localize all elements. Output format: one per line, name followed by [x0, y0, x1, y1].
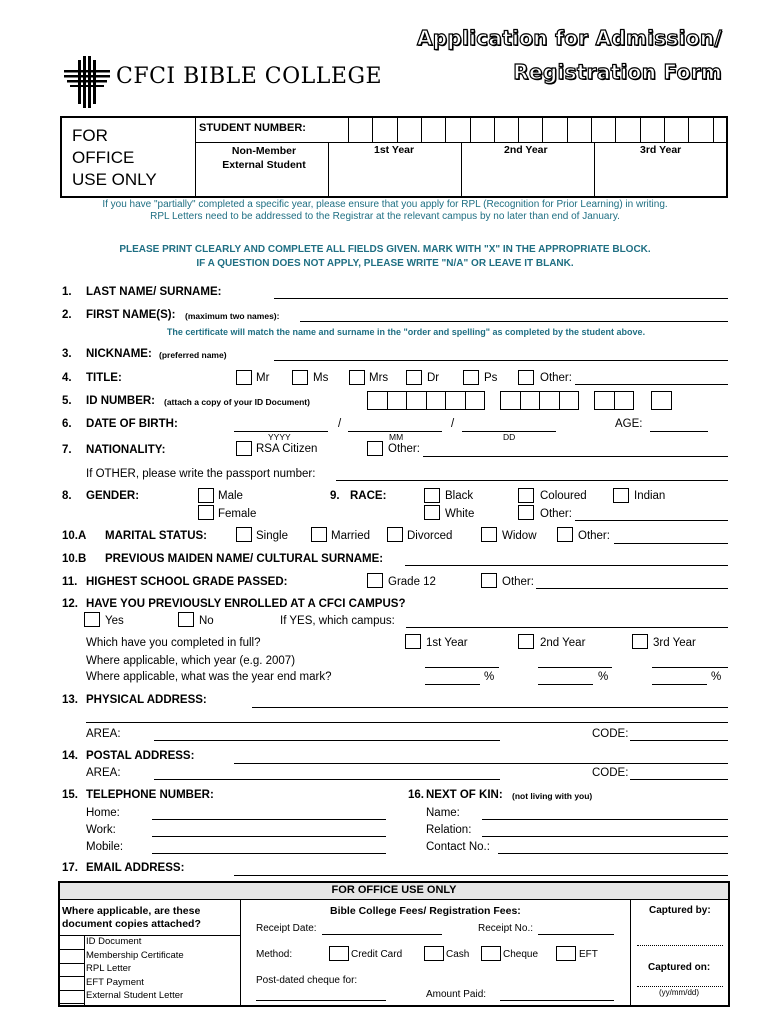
id-digit-cell[interactable] [539, 391, 560, 410]
receipt-no-label: Receipt No.: [478, 923, 534, 934]
q1-label: LAST NAME/ SURNAME: [86, 286, 222, 298]
title-mr-label: Mr [256, 372, 270, 384]
title-ms-checkbox[interactable] [292, 370, 308, 385]
title-mrs-label: Mrs [369, 372, 389, 384]
q13-label: PHYSICAL ADDRESS: [86, 694, 207, 706]
q7-label: NATIONALITY: [86, 444, 166, 456]
docs-title-2: document copies attached? [62, 918, 201, 930]
kin-relation-label: Relation: [426, 824, 472, 836]
print-note-1: PLEASE PRINT CLEARLY AND COMPLETE ALL FIELDS GIVEN. MARK WITH "X" IN THE APPROPRIATE BLOCK. [119, 244, 651, 255]
first-names-field[interactable] [300, 321, 728, 322]
grade-other-label: Other: [502, 576, 534, 588]
q17-label: EMAIL ADDRESS: [86, 862, 185, 874]
rsa-citizen-checkbox[interactable] [236, 441, 252, 456]
method-cash-checkbox[interactable] [424, 946, 444, 961]
physical-area-label: AREA: [86, 728, 121, 740]
nationality-other-label: Other: [388, 443, 420, 455]
office-label-2: OFFICE [72, 148, 135, 167]
marital-married-label: Married [331, 530, 370, 542]
title-dr-label: Dr [427, 372, 440, 384]
student-number-cell[interactable] [591, 117, 615, 142]
work-phone-field[interactable] [152, 836, 386, 837]
home-label: Home: [86, 807, 120, 819]
q1-number: 1. [62, 286, 72, 298]
docs-title-1: Where applicable, are these [62, 905, 201, 917]
age-field[interactable] [650, 431, 708, 432]
enrolled-no-label: No [199, 615, 214, 627]
q3-label: NICKNAME: [86, 348, 152, 360]
student-number-cell[interactable] [640, 117, 664, 142]
office-label-3: USE ONLY [72, 170, 157, 189]
id-digit-cell[interactable] [614, 391, 635, 410]
race-black-label: Black [445, 490, 474, 502]
completed-1st-label: 1st Year [426, 637, 468, 649]
which-year-label: Where applicable, which year (e.g. 2007) [86, 655, 296, 667]
college-name: CFCI BIBLE COLLEGE [116, 64, 383, 89]
fees-title: Bible College Fees/ Registration Fees: [330, 905, 521, 917]
q10a-number: 10.A [62, 530, 87, 542]
nickname-field[interactable] [274, 360, 728, 361]
method-cash-label: Cash [446, 949, 470, 960]
student-number-cell[interactable] [372, 117, 396, 142]
enrolled-no-checkbox[interactable] [178, 612, 194, 627]
year-mark-label: Where applicable, what was the year end mark? [86, 671, 332, 683]
pct-2: % [598, 671, 609, 683]
captured-by-field[interactable] [637, 945, 723, 946]
student-number-cell[interactable] [567, 117, 591, 142]
physical-code-field[interactable] [630, 740, 728, 741]
kin-contact-field[interactable] [498, 853, 728, 854]
marital-single-checkbox[interactable] [236, 527, 252, 542]
marital-married-checkbox[interactable] [311, 527, 327, 542]
title-other-label: Other: [540, 372, 572, 384]
rpl-note-2: RPL Letters need to be addressed to the Registrar at the relevant campus by no later than end of January. [150, 211, 620, 222]
student-number-cell[interactable] [518, 117, 542, 142]
year-2nd-field[interactable] [538, 667, 612, 668]
postal-area-label: AREA: [86, 767, 121, 779]
q16-number: 16. [408, 789, 424, 801]
id-digit-cell[interactable] [445, 391, 466, 410]
q5-note: (attach a copy of your ID Document) [164, 397, 310, 407]
method-label: Method: [256, 949, 293, 960]
grade-other-checkbox[interactable] [481, 573, 497, 588]
kin-name-field[interactable] [482, 819, 728, 820]
postal-code-label: CODE: [592, 767, 629, 779]
student-number-cell[interactable] [688, 117, 712, 142]
id-digit-cell[interactable] [426, 391, 447, 410]
q17-number: 17. [62, 862, 78, 874]
completed-3rd-label: 3rd Year [653, 637, 696, 649]
physical-address-line1[interactable] [252, 707, 728, 708]
q2-note: (maximum two names): [185, 311, 280, 321]
method-eft-checkbox[interactable] [556, 946, 576, 961]
race-other-field[interactable] [575, 520, 728, 521]
marital-other-label: Other: [578, 530, 610, 542]
print-note-2: IF A QUESTION DOES NOT APPLY, PLEASE WRITE "N/A" OR LEAVE IT BLANK. [196, 258, 574, 269]
year-3rd-field[interactable] [652, 667, 728, 668]
title-dr-checkbox[interactable] [406, 370, 422, 385]
title-other-checkbox[interactable] [518, 370, 534, 385]
enrolled-yes-checkbox[interactable] [84, 612, 100, 627]
student-number-cell[interactable] [713, 117, 737, 142]
id-digit-cell[interactable] [500, 391, 521, 410]
postal-code-field[interactable] [630, 779, 728, 780]
student-number-cell[interactable] [470, 117, 494, 142]
mark-1st-field[interactable] [425, 684, 480, 685]
q16-label: NEXT OF KIN: [426, 789, 503, 801]
yyyy-hint: YYYY [268, 432, 291, 442]
rsa-citizen-label: RSA Citizen [256, 443, 318, 455]
q6-number: 6. [62, 418, 72, 430]
q12-label: HAVE YOU PREVIOUSLY ENROLLED AT A CFCI CAMPUS? [86, 598, 406, 610]
id-digit-cell[interactable] [651, 391, 672, 410]
q15-label: TELEPHONE NUMBER: [86, 789, 214, 801]
student-number-cell[interactable] [421, 117, 445, 142]
which-campus-label: If YES, which campus: [280, 615, 395, 627]
female-checkbox[interactable] [198, 505, 214, 520]
email-field[interactable] [234, 875, 728, 876]
col-1st-year: 1st Year [374, 144, 415, 156]
marital-other-field[interactable] [614, 543, 728, 544]
certificate-note: The certificate will match the name and surname in the "order and spelling" as completed by the student above. [166, 327, 646, 337]
q7-number: 7. [62, 444, 72, 456]
q8-label: GENDER: [86, 490, 140, 502]
female-label: Female [218, 508, 257, 520]
student-number-cell[interactable] [397, 117, 421, 142]
captured-on-label: Captured on: [648, 962, 711, 973]
postdated-field[interactable] [256, 1000, 386, 1001]
receipt-date-label: Receipt Date: [256, 923, 317, 934]
q8-number: 8. [62, 490, 72, 502]
passport-field[interactable] [336, 480, 728, 481]
mark-3rd-field[interactable] [652, 684, 707, 685]
col-2nd-year: 2nd Year [504, 144, 548, 156]
q5-label: ID NUMBER: [86, 395, 155, 407]
marital-single-label: Single [256, 530, 288, 542]
campus-field[interactable] [406, 627, 728, 628]
completed-2nd-checkbox[interactable] [518, 634, 534, 649]
title-mr-checkbox[interactable] [236, 370, 252, 385]
q4-label: TITLE: [86, 372, 122, 384]
postal-area-field[interactable] [154, 779, 500, 780]
id-digit-cell[interactable] [367, 391, 388, 410]
completed-label: Which have you completed in full? [86, 637, 261, 649]
rpl-note-1: If you have "partially" completed a specific year, please ensure that you apply for RPL (Recognition for Prior Learning) in writing. [102, 199, 668, 210]
dob-slash-2: / [451, 418, 455, 430]
kin-relation-field[interactable] [482, 836, 728, 837]
title-ms-label: Ms [313, 372, 329, 384]
race-white-label: White [445, 508, 475, 520]
year-1st-field[interactable] [425, 667, 499, 668]
maiden-name-field[interactable] [405, 565, 728, 566]
mobile-phone-field[interactable] [152, 853, 386, 854]
id-digit-cell[interactable] [520, 391, 541, 410]
captured-on-field[interactable] [637, 986, 723, 987]
student-number-cell[interactable] [494, 117, 518, 142]
postdated-label: Post-dated cheque for: [256, 975, 358, 986]
title-mrs-checkbox[interactable] [349, 370, 365, 385]
q6-label: DATE OF BIRTH: [86, 418, 178, 430]
q12-number: 12. [62, 598, 78, 610]
enrolled-yes-label: Yes [105, 615, 124, 627]
grade12-label: Grade 12 [388, 576, 436, 588]
student-number-cell[interactable] [615, 117, 639, 142]
q4-number: 4. [62, 372, 72, 384]
office-footer-header: FOR OFFICE USE ONLY [331, 884, 457, 896]
q3-note: (preferred name) [159, 350, 227, 360]
q11-number: 11. [62, 576, 78, 588]
surname-field[interactable] [274, 298, 728, 299]
marital-widow-label: Widow [502, 530, 537, 542]
q10a-label: MARITAL STATUS: [105, 530, 207, 542]
q11-label: HIGHEST SCHOOL GRADE PASSED: [86, 576, 288, 588]
id-digit-cell[interactable] [387, 391, 408, 410]
race-other-label: Other: [540, 508, 572, 520]
doc-item-label: RPL Letter [86, 963, 132, 974]
id-digit-cell[interactable] [594, 391, 615, 410]
age-label: AGE: [615, 418, 643, 430]
method-eft-label: EFT [579, 949, 598, 960]
method-cheque-checkbox[interactable] [481, 946, 501, 961]
q10b-label: PREVIOUS MAIDEN NAME/ CULTURAL SURNAME: [105, 553, 384, 565]
grade12-checkbox[interactable] [367, 573, 383, 588]
q9-number: 9. [330, 490, 340, 502]
q3-number: 3. [62, 348, 72, 360]
postal-address-line1[interactable] [234, 763, 728, 764]
receipt-date-field[interactable] [322, 934, 442, 935]
completed-3rd-checkbox[interactable] [632, 634, 648, 649]
form-title-line1: Application for Admission/ [416, 26, 722, 50]
q9-label: RACE: [350, 490, 387, 502]
amount-field[interactable] [500, 1000, 614, 1001]
nationality-other-checkbox[interactable] [367, 441, 383, 456]
physical-code-label: CODE: [592, 728, 629, 740]
student-number-cell[interactable] [445, 117, 469, 142]
method-cc-label: Credit Card [351, 949, 403, 960]
col-nonmember: Non-Member External Student [222, 145, 306, 171]
grade-other-field[interactable] [536, 588, 728, 589]
q14-number: 14. [62, 750, 78, 762]
mark-2nd-field[interactable] [538, 684, 593, 685]
student-number-cell[interactable] [348, 117, 372, 142]
race-coloured-checkbox[interactable] [518, 488, 534, 503]
work-label: Work: [86, 824, 116, 836]
male-checkbox[interactable] [198, 488, 214, 503]
student-number-label: STUDENT NUMBER: [199, 122, 306, 134]
doc-item-label: EFT Payment [86, 976, 144, 988]
race-coloured-label: Coloured [540, 490, 587, 502]
race-indian-label: Indian [634, 490, 666, 502]
college-logo [64, 56, 110, 108]
kin-contact-label: Contact No.: [426, 841, 490, 853]
date-format-hint: (yy/mm/dd) [659, 988, 699, 997]
title-ps-label: Ps [484, 372, 498, 384]
doc-item-label: Membership Certificate [86, 949, 184, 961]
student-number-cell[interactable] [542, 117, 566, 142]
physical-address-line2[interactable] [86, 722, 728, 723]
id-digit-cell[interactable] [559, 391, 580, 410]
physical-area-field[interactable] [154, 740, 500, 741]
student-number-cell[interactable] [664, 117, 688, 142]
doc-item-label: ID Document [86, 936, 142, 947]
q2-label: FIRST NAME(S): [86, 309, 176, 321]
q16-note: (not living with you) [512, 791, 593, 801]
mm-hint: MM [389, 432, 404, 442]
nationality-other-field[interactable] [423, 456, 728, 457]
passport-label: If OTHER, please write the passport number: [86, 468, 316, 480]
marital-divorced-checkbox[interactable] [387, 527, 403, 542]
completed-1st-checkbox[interactable] [405, 634, 421, 649]
id-digit-cell[interactable] [406, 391, 427, 410]
race-black-checkbox[interactable] [424, 488, 440, 503]
captured-by-label: Captured by: [649, 905, 711, 916]
q14-label: POSTAL ADDRESS: [86, 750, 195, 762]
pct-1: % [484, 671, 495, 683]
dd-hint: DD [503, 432, 516, 442]
office-label-1: FOR [72, 126, 108, 145]
race-indian-checkbox[interactable] [613, 488, 629, 503]
q15-number: 15. [62, 789, 78, 801]
marital-divorced-label: Divorced [407, 530, 453, 542]
title-other-field[interactable] [575, 384, 728, 385]
q5-number: 5. [62, 395, 72, 407]
method-cc-checkbox[interactable] [329, 946, 349, 961]
q13-number: 13. [62, 694, 78, 706]
dob-slash-1: / [338, 418, 342, 430]
amount-label: Amount Paid: [426, 989, 487, 1000]
col-3rd-year: 3rd Year [640, 144, 682, 156]
pct-3: % [711, 671, 722, 683]
race-white-checkbox[interactable] [424, 505, 440, 520]
doc-item-label: External Student Letter [86, 990, 184, 1001]
form-title-line2: Registration Form [513, 60, 722, 84]
marital-widow-checkbox[interactable] [481, 527, 497, 542]
method-cheque-label: Cheque [503, 949, 539, 960]
q2-number: 2. [62, 309, 72, 321]
q10b-number: 10.B [62, 553, 87, 565]
marital-other-checkbox[interactable] [557, 527, 573, 542]
completed-2nd-label: 2nd Year [540, 637, 586, 649]
mobile-label: Mobile: [86, 841, 124, 853]
home-phone-field[interactable] [152, 819, 386, 820]
race-other-checkbox[interactable] [518, 505, 534, 520]
id-digit-cell[interactable] [465, 391, 486, 410]
kin-name-label: Name: [426, 807, 460, 819]
receipt-no-field[interactable] [538, 934, 614, 935]
male-label: Male [218, 490, 243, 502]
title-ps-checkbox[interactable] [463, 370, 479, 385]
